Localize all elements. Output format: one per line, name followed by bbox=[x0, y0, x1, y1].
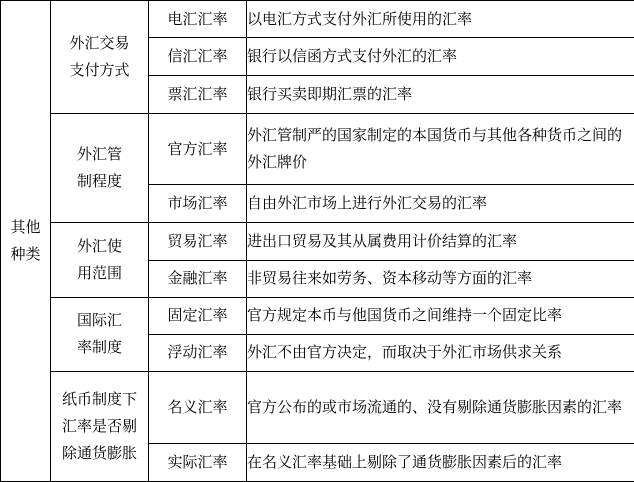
rate-desc-cell: 进出口贸易及其从属费用计价结算的汇率 bbox=[247, 223, 634, 260]
rate-desc-cell: 银行买卖即期汇票的汇率 bbox=[247, 76, 634, 114]
rate-name-cell: 官方汇率 bbox=[149, 114, 247, 185]
rate-desc-cell: 外汇管制严的国家制定的本国货币与其他各种货币之间的外汇牌价 bbox=[247, 114, 634, 185]
rate-desc-cell: 官方规定本币与他国货币之间维持一个固定比率 bbox=[247, 297, 634, 334]
group-cell bbox=[51, 371, 149, 481]
table-row bbox=[1, 297, 634, 334]
group-cell bbox=[51, 297, 149, 371]
rate-name-cell: 固定汇率 bbox=[149, 297, 247, 334]
table-row bbox=[1, 1, 634, 38]
category-cell bbox=[1, 1, 51, 482]
rate-name-cell: 名义汇率 bbox=[149, 371, 247, 443]
rate-name-cell: 金融汇率 bbox=[149, 260, 247, 297]
category-label: 其他 种类 bbox=[10, 218, 41, 263]
rate-name-cell: 贸易汇率 bbox=[149, 223, 247, 260]
rate-name-cell: 浮动汇率 bbox=[149, 334, 247, 371]
rate-name-cell: 票汇汇率 bbox=[149, 76, 247, 114]
group-label: 纸币制度下 汇率是否剔 除通货膨胀 bbox=[61, 389, 137, 462]
rate-desc-cell: 银行以信函方式支付外汇的汇率 bbox=[247, 38, 634, 76]
group-cell bbox=[51, 1, 149, 114]
rate-desc-cell: 在名义汇率基础上剔除了通货膨胀因素后的汇率 bbox=[247, 443, 634, 481]
rate-name-cell: 实际汇率 bbox=[149, 443, 247, 481]
table-row bbox=[1, 223, 634, 260]
rate-desc-cell: 官方公布的或市场流通的、没有剔除通货膨胀因素的汇率 bbox=[247, 371, 634, 443]
group-label: 国际汇 率制度 bbox=[76, 311, 122, 357]
rate-desc-cell: 非贸易往来如劳务、资本移动等方面的汇率 bbox=[247, 260, 634, 297]
group-label: 外汇交易 支付方式 bbox=[69, 34, 130, 80]
table-row bbox=[1, 114, 634, 185]
group-cell bbox=[51, 223, 149, 297]
rate-desc-cell: 以电汇方式支付外汇所使用的汇率 bbox=[247, 1, 634, 38]
table-row bbox=[1, 371, 634, 443]
rate-desc-cell: 外汇不由官方决定，而取决于外汇市场供求关系 bbox=[247, 334, 634, 371]
rate-name-cell: 信汇汇率 bbox=[149, 38, 247, 76]
group-label: 外汇使 用范围 bbox=[76, 237, 122, 282]
rate-name-cell: 电汇汇率 bbox=[149, 1, 247, 38]
rate-desc-cell: 自由外汇市场上进行外汇交易的汇率 bbox=[247, 185, 634, 223]
group-cell bbox=[51, 114, 149, 223]
group-label: 外汇管 制程度 bbox=[76, 145, 122, 191]
rate-name-cell: 市场汇率 bbox=[149, 185, 247, 223]
